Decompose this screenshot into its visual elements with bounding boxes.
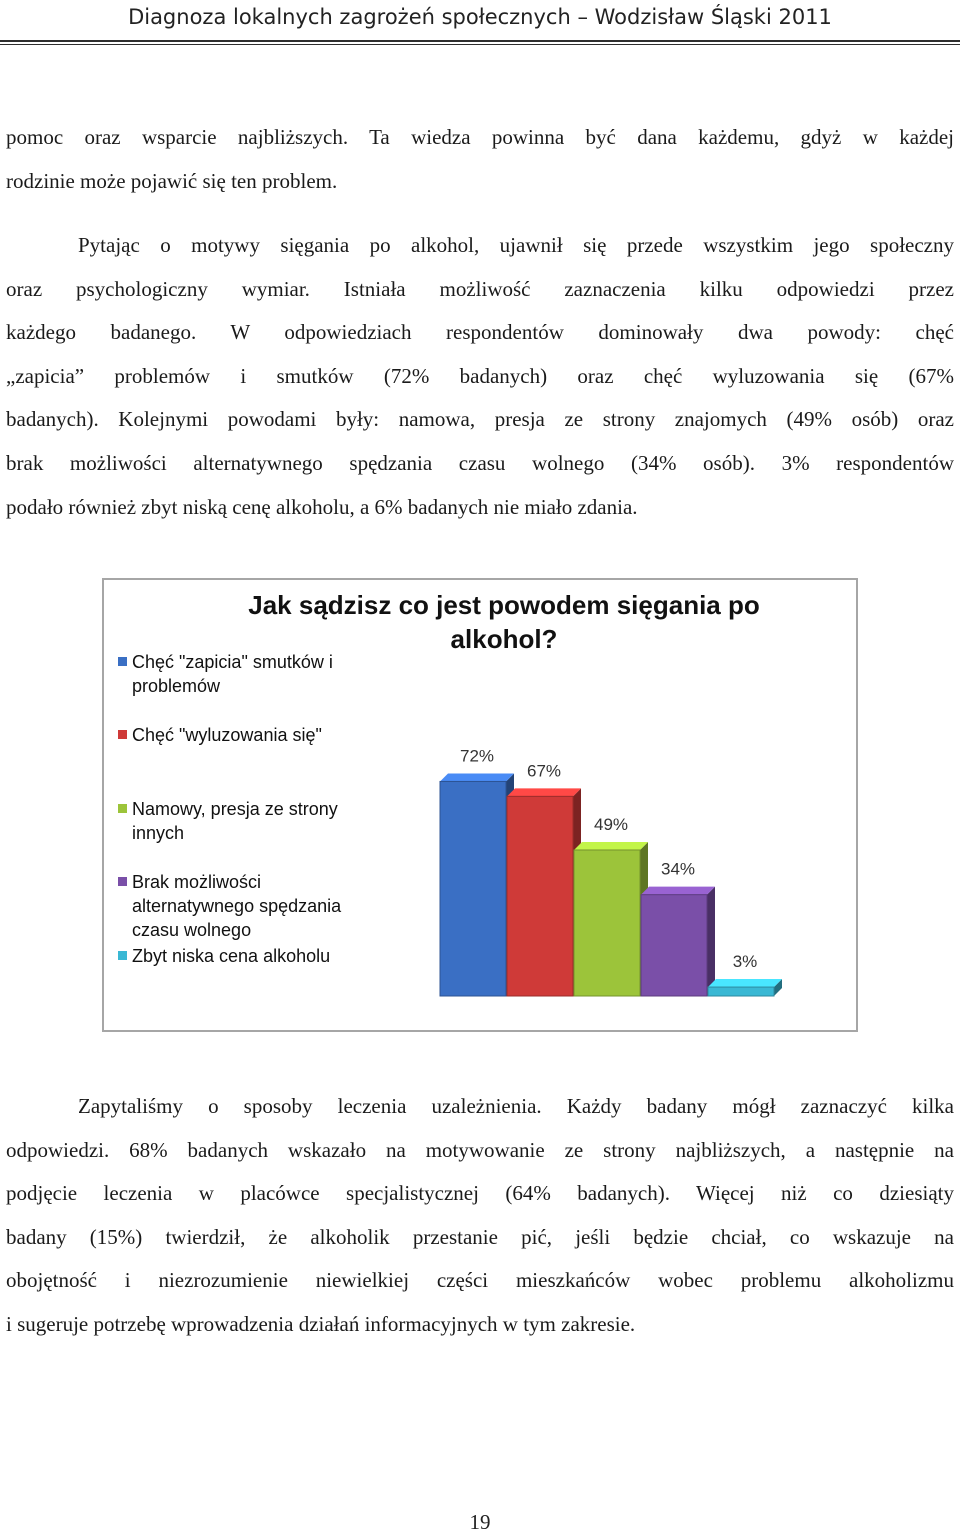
- paragraph-line: obojętność i niezrozumienie niewielkiej części mieszkańców wobec problemu alkoholizmu: [6, 1268, 954, 1293]
- paragraph-line: Zapytaliśmy o sposoby leczenia uzależnienia. Każdy badany mógł zaznaczyć kilka: [78, 1094, 954, 1118]
- legend-label: alternatywnego spędzania: [132, 896, 342, 916]
- data-label: 72%: [459, 746, 495, 766]
- legend-label: Zbyt niska cena alkoholu: [132, 946, 331, 966]
- paragraph-line: rodzinie może pojawić się ten problem.: [6, 168, 338, 193]
- paragraph-line: badanych). Kolejnymi powodami były: namowa, presja ze strony znajomych (49% osób) oraz: [6, 407, 954, 432]
- bar-1: [440, 773, 514, 996]
- paragraph-3: [6, 1085, 954, 1347]
- legend-label: Chęć "wyluzowania się": [132, 725, 322, 745]
- legend-label: Chęć "zapicia" smutków i: [132, 652, 333, 672]
- legend-label: problemów: [132, 676, 221, 696]
- paragraph-line: podjęcie leczenia w placówce specjalistycznej (64% badanych). Więcej niż co dziesiąty: [6, 1181, 954, 1206]
- legend-label: czasu wolnego: [132, 920, 252, 940]
- running-header: [0, 0, 960, 44]
- bar-3: [574, 842, 648, 996]
- paragraph-line: brak możliwości alternatywnego spędzania czasu wolnego (34% osób). 3% respondentów: [6, 450, 954, 475]
- legend-label: Brak możliwości: [132, 872, 262, 892]
- legend-label: innych: [132, 823, 185, 843]
- bar-front: [708, 987, 774, 996]
- bar-5: [708, 979, 782, 996]
- paragraph-line: podało również zbyt niską cenę alkoholu, a 6% badanych nie miało zdania.: [6, 494, 638, 519]
- paragraph-line: badany (15%) twierdził, że alkoholik przestanie pić, jeśli będzie chciał, co wskazuje na: [6, 1224, 954, 1249]
- paragraph-line: odpowiedzi. 68% badanych wskazało na motywowanie ze strony najbliższych, a następnie na: [6, 1137, 954, 1162]
- paragraph-1: [6, 116, 954, 203]
- header-rule: [0, 40, 960, 45]
- paragraph-line: i sugeruje potrzebę wprowadzenia działań informacyjnych w tym zakresie.: [6, 1311, 636, 1336]
- paragraph-line: oraz psychologiczny wymiar. Istniała możliwość zaznaczenia kilku odpowiedzi przez: [6, 276, 954, 301]
- data-label: 34%: [660, 859, 696, 879]
- bar-top: [708, 979, 782, 987]
- paragraph-line: Pytając o motywy sięgania po alkohol, ujawnił się przede wszystkim jego społeczny: [78, 233, 954, 257]
- data-label: 3%: [732, 952, 758, 972]
- paragraph-2: [6, 224, 954, 529]
- bar-4: [641, 887, 715, 996]
- paragraph-line: „zapicia” problemów i smutków (72% badanych) oraz chęć wyluzowania się (67%: [6, 363, 954, 388]
- paragraph-line: każdego badanego. W odpowiedziach respondentów dominowały dwa powody: chęć: [6, 320, 954, 345]
- paragraph-line: pomoc oraz wsparcie najbliższych. Ta wiedza powinna być dana każdemu, gdyż w każdej: [6, 125, 954, 149]
- bar-chart: [102, 578, 858, 1032]
- chart-plot-area: [104, 580, 856, 1030]
- bar-top: [574, 842, 648, 850]
- bar-front: [574, 850, 640, 996]
- bar-front: [641, 895, 707, 996]
- chart-title: Jak sądzisz co jest powodem sięgania po alkohol?: [248, 590, 760, 654]
- bar-2: [507, 788, 581, 996]
- page-number: 19: [469, 1510, 491, 1534]
- bar-top: [641, 887, 715, 895]
- legend-label: Namowy, presja ze strony: [132, 799, 338, 819]
- bar-side: [707, 887, 715, 996]
- data-label: 67%: [526, 761, 562, 781]
- header-title: Diagnoza lokalnych zagrożeń społecznych – Wodzisław Śląski 2011: [128, 5, 832, 29]
- bar-top: [507, 788, 581, 796]
- bar-top: [440, 773, 514, 781]
- data-label: 49%: [593, 814, 629, 834]
- bar-front: [507, 796, 573, 996]
- bar-front: [440, 781, 506, 996]
